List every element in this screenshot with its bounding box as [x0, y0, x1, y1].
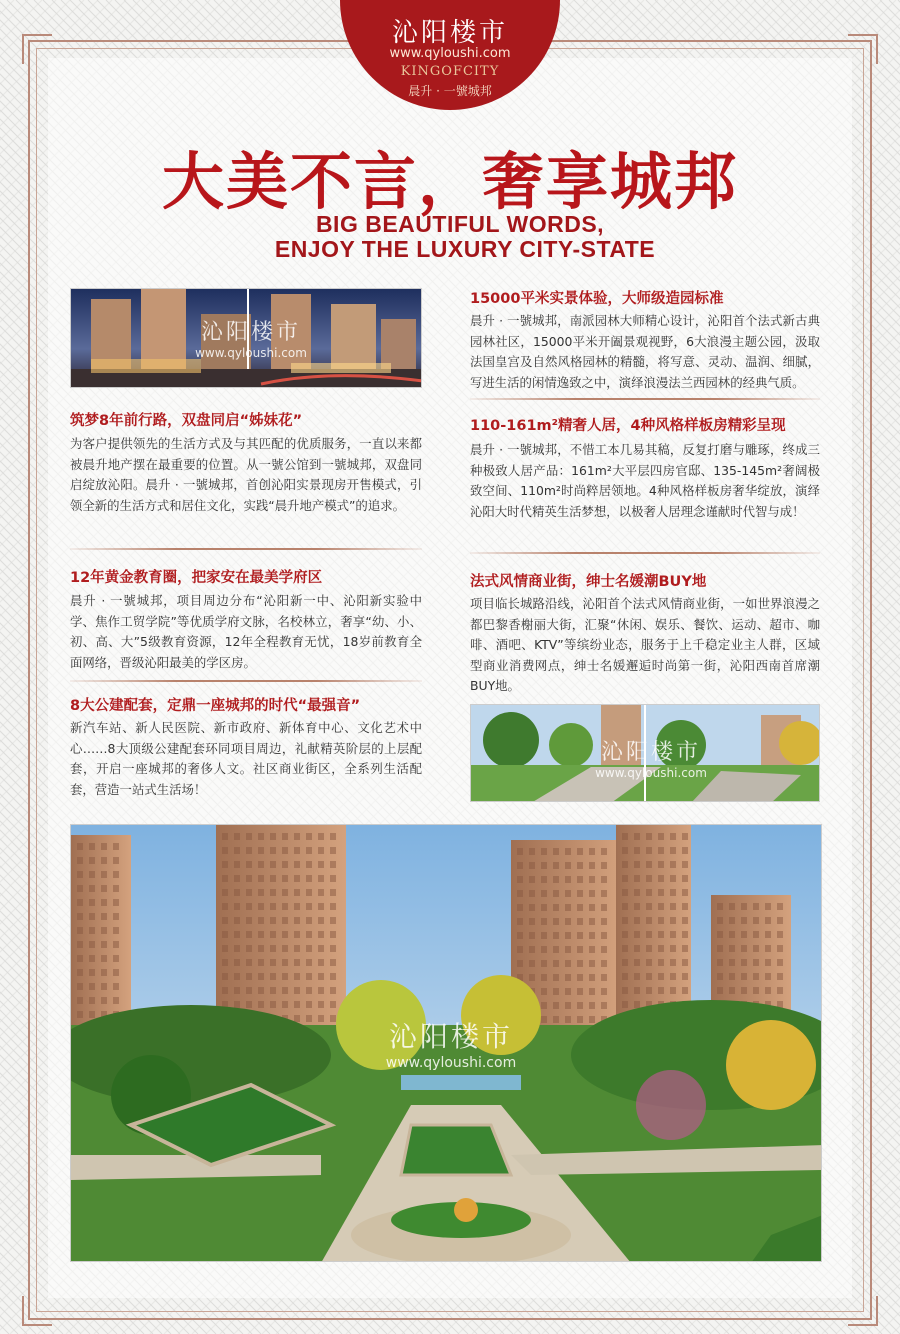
section-divider: [470, 552, 820, 554]
garden-photo: [470, 704, 820, 802]
section-body-commerce: 项目临长城路沿线，沁阳首个法式风情商业街，一如世界浪漫之都巴黎香榭丽大街，汇聚“休闲、娱乐、餐饮、运动、超市、咖啡、酒吧、KTV”等缤纷业态，服务于上千稳定业主人群，区域型商业消费网点，绅士名媛邂逅时尚第一街，沁阳西南首席潮BUY地。: [470, 596, 820, 694]
watermark-title: 沁阳楼市: [200, 320, 301, 345]
section-title-education: 12年黄金教育圈，把家安在最美学府区: [70, 570, 323, 586]
corner-ornament: [22, 1296, 52, 1326]
section-title-commerce: 法式风情商业街，绅士名媛潮BUY地: [470, 574, 707, 590]
badge-logo: KINGOFCITY: [400, 64, 500, 79]
badge-subtitle: 晨升 · 一號城邦: [408, 84, 492, 98]
watermark-url: www.qyloushi.com: [195, 346, 307, 360]
badge-title: 沁阳楼市: [391, 18, 508, 48]
building-photo: [70, 288, 422, 388]
watermark-url: www.qyloushi.com: [595, 766, 707, 780]
community-garden-photo: [70, 824, 822, 1262]
brand-badge: [340, 0, 560, 110]
section-title-dream: 筑梦8年前行路，双盘同启“姊妹花”: [70, 413, 303, 429]
section-title-homes: 110-161m²精奢人居，4种风格样板房精彩呈现: [470, 418, 786, 434]
english-headline-line2: ENJOY THE LUXURY CITY-STATE: [274, 236, 656, 262]
section-divider: [70, 548, 422, 550]
section-body-public: 新汽车站、新人民医院、新市政府、新体育中心、文化艺术中心……8大顶级公建配套环同项目周边，礼献精英阶层的上层配套，开启一座城邦的奢侈人文。社区商业街区，全系列生活配套，营造一站式生活场！: [70, 720, 422, 797]
section-divider: [70, 680, 422, 682]
english-headline-line1: BIG BEAUTIFUL WORDS,: [315, 211, 605, 237]
watermark-title: 沁阳楼市: [600, 740, 701, 765]
section-body-homes: 晨升 · 一號城邦，不惜工本几易其稿，反复打磨与雕琢，终成三种极致人居产品：161m²大平层四房官邸、135-145m²奢阔极致空间、110m²时尚粹居领地。4种风格样板房奢华绽放，演绎沁阳大时代精英生活梦想，以极奢人居理念谨献时代智与成！: [470, 442, 820, 519]
section-body-dream: 为客户提供领先的生活方式及与其匹配的优质服务，一直以来都被晨升地产摆在最重要的位置。从一號公馆到一號城邦，双盘同启绽放沁阳。晨升 · 一號城邦，首创沁阳实景现房开售模式，引领全新的生活方式和居住文化，实践“晨升地产模式”的追求。: [70, 436, 422, 513]
corner-ornament: [22, 34, 52, 64]
section-title-garden: 15000平米实景体验，大师级造园标准: [470, 291, 724, 307]
section-divider: [470, 398, 820, 400]
section-body-education: 晨升 · 一號城邦，项目周边分布“沁阳新一中、沁阳新实验中学、焦作工贸学院”等优质学府文脉，名校林立，奢享“幼、小、初、高、大”5级教育资源，12年全程教育无忧，18岁前教育全面网络，晋级沁阳最美的学区房。: [70, 593, 422, 670]
section-title-public: 8大公建配套，定鼎一座城邦的时代“最强音”: [70, 698, 361, 714]
corner-ornament: [848, 34, 878, 64]
watermark-title: 沁阳楼市: [388, 1020, 513, 1053]
corner-ornament: [848, 1296, 878, 1326]
headline: 大美不言，奢享城邦: [161, 145, 738, 218]
badge-url: www.qyloushi.com: [389, 46, 511, 61]
section-body-garden: 晨升 · 一號城邦，南派园林大师精心设计，沁阳首个法式新古典园林社区，15000平米开阖景观视野，6大浪漫主题公园，汲取法国皇宫及自然风格园林的精髓，将写意、灵动、温润、细腻，写进生活的闲情逸致之中，演绎浪漫法兰西园林的经典气质。: [470, 313, 820, 390]
watermark-url: www.qyloushi.com: [385, 1055, 517, 1071]
